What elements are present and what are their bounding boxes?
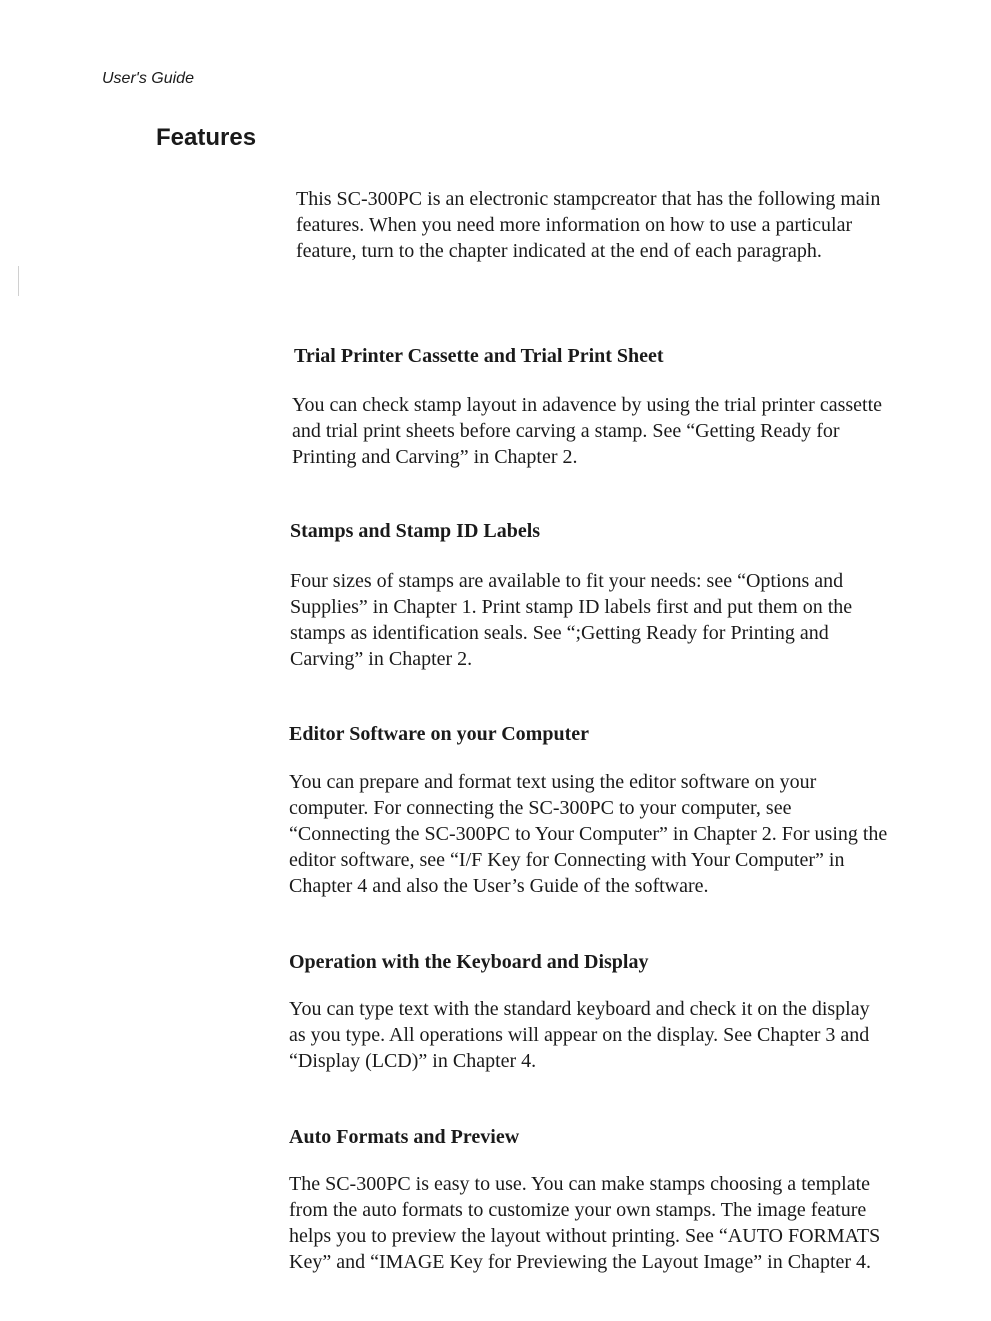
section-heading-keyboard-display: Operation with the Keyboard and Display [289,951,649,973]
page-title: Features [156,124,257,151]
section-heading-stamps-id-labels: Stamps and Stamp ID Labels [290,520,541,542]
section-heading-trial-printer: Trial Printer Cassette and Trial Print Sheet [294,345,664,367]
section-body-stamps-id-labels: Four sizes of stamps are available to fit your needs: see “Options and Supplies” in Chapter 1. Print stamp ID labels first and put them on the stamps as identification seals. See “;Getting Ready for Printing and Carving” in Chapter 2. [290,570,853,670]
intro-paragraph: This SC-300PC is an electronic stampcreator that has the following main features. When you need more information on how to use a particular feature, turn to the chapter indicated at the end of each paragraph. [296,188,881,262]
running-header: User's Guide [102,70,194,87]
section-body-auto-formats: The SC-300PC is easy to use. You can make stamps choosing a template from the auto formats to customize your own stamps. The image feature helps you to preview the layout without printing. See “AUTO FORMATS Key” and “IMAGE Key for Previewing the Layout Image” in Chapter 4. [289,1173,881,1273]
section-heading-editor-software: Editor Software on your Computer [289,723,589,745]
section-body-keyboard-display: You can type text with the standard keyboard and check it on the display as you type. All operations will appear on the display. See Chapter 3 and “Display (LCD)” in Chapter 4. [289,998,870,1072]
section-body-editor-software: You can prepare and format text using the editor software on your computer. For connecting the SC-300PC to your computer, see “Connecting the SC-300PC to Your Computer” in Chapter 2. For using the editor software, see “I/F Key for Connecting with Your Computer” in Chapter 4 and also the User’s Guide of the software. [289,771,888,897]
section-heading-auto-formats: Auto Formats and Preview [289,1126,520,1148]
section-body-trial-printer: You can check stamp layout in adavence by using the trial printer cassette and trial print sheets before carving a stamp. See “Getting Ready for Printing and Carving” in Chapter 2. [292,394,883,468]
scan-margin-mark [18,266,19,296]
